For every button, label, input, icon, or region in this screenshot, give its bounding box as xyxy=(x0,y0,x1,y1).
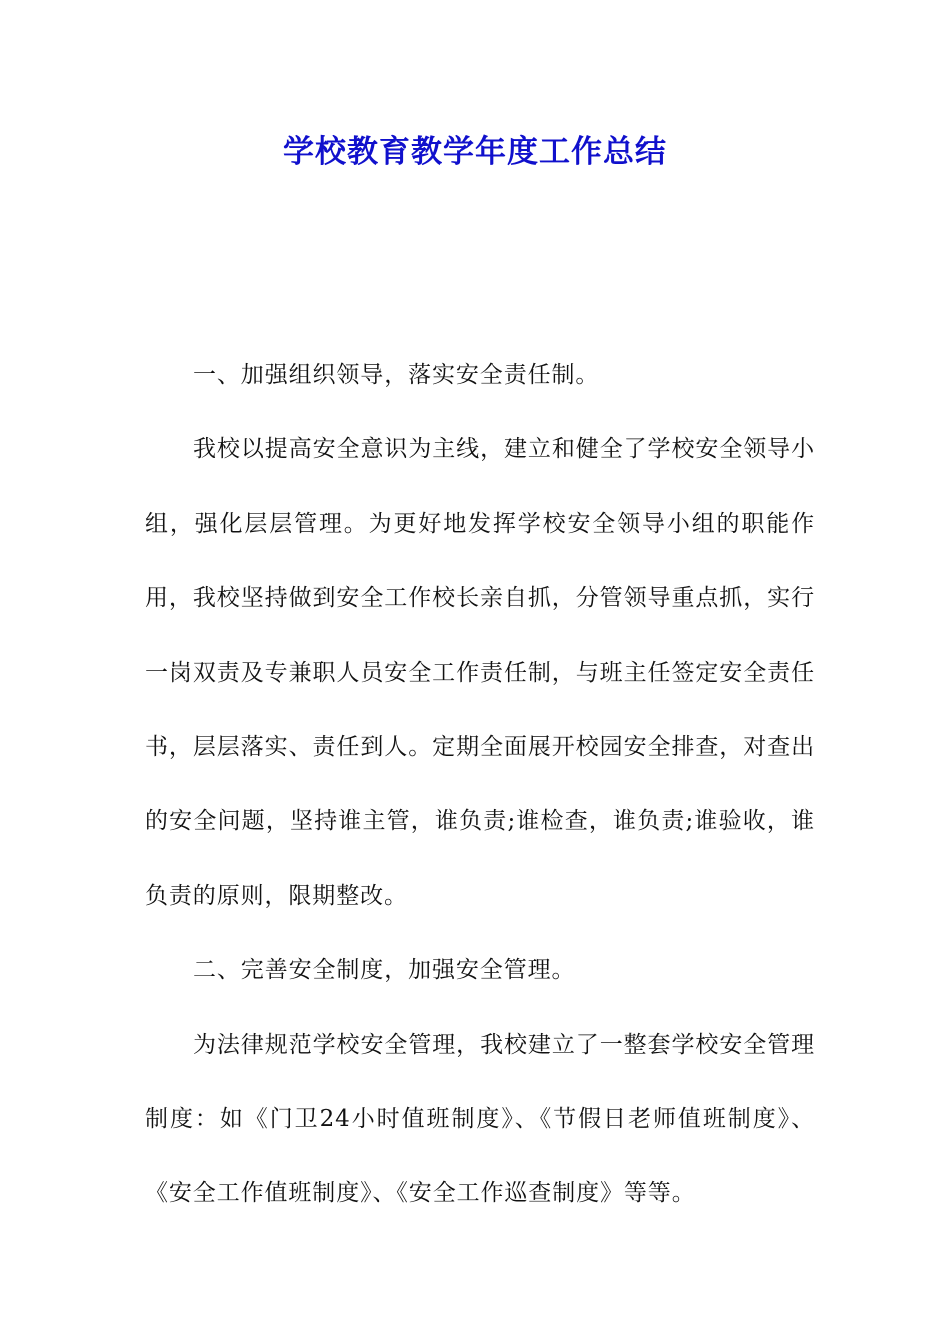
document-title: 学校教育教学年度工作总结 xyxy=(283,134,667,170)
document-body xyxy=(145,338,815,1231)
paragraph-1: 我校以提高安全意识为主线，建立和健全了学校安全领导小组，强化层层管理。为更好地发挥学校安全领导小组的职能作用，我校坚持做到安全工作校长亲自抓，分管领导重点抓，实行一岗双责及专兼职人员安全工作责任制，与班主任签定安全责任书，层层落实、责任到人。定期全面展开校园安全排查，对查出的安全问题，坚持谁主管，谁负责;谁检查，谁负责;谁验收，谁负责的原则，限期整改。 xyxy=(145,436,815,909)
paragraph-2: 为法律规范学校安全管理，我校建立了一整套学校安全管理制度：如《门卫24小时值班制度》、《节假日老师值班制度》、《安全工作值班制度》、《安全工作巡查制度》等等。 xyxy=(145,1031,815,1207)
section-heading-2: 二、完善安全制度，加强安全管理。 xyxy=(193,957,576,984)
section-heading-1: 一、加强组织领导，落实安全责任制。 xyxy=(193,362,600,388)
